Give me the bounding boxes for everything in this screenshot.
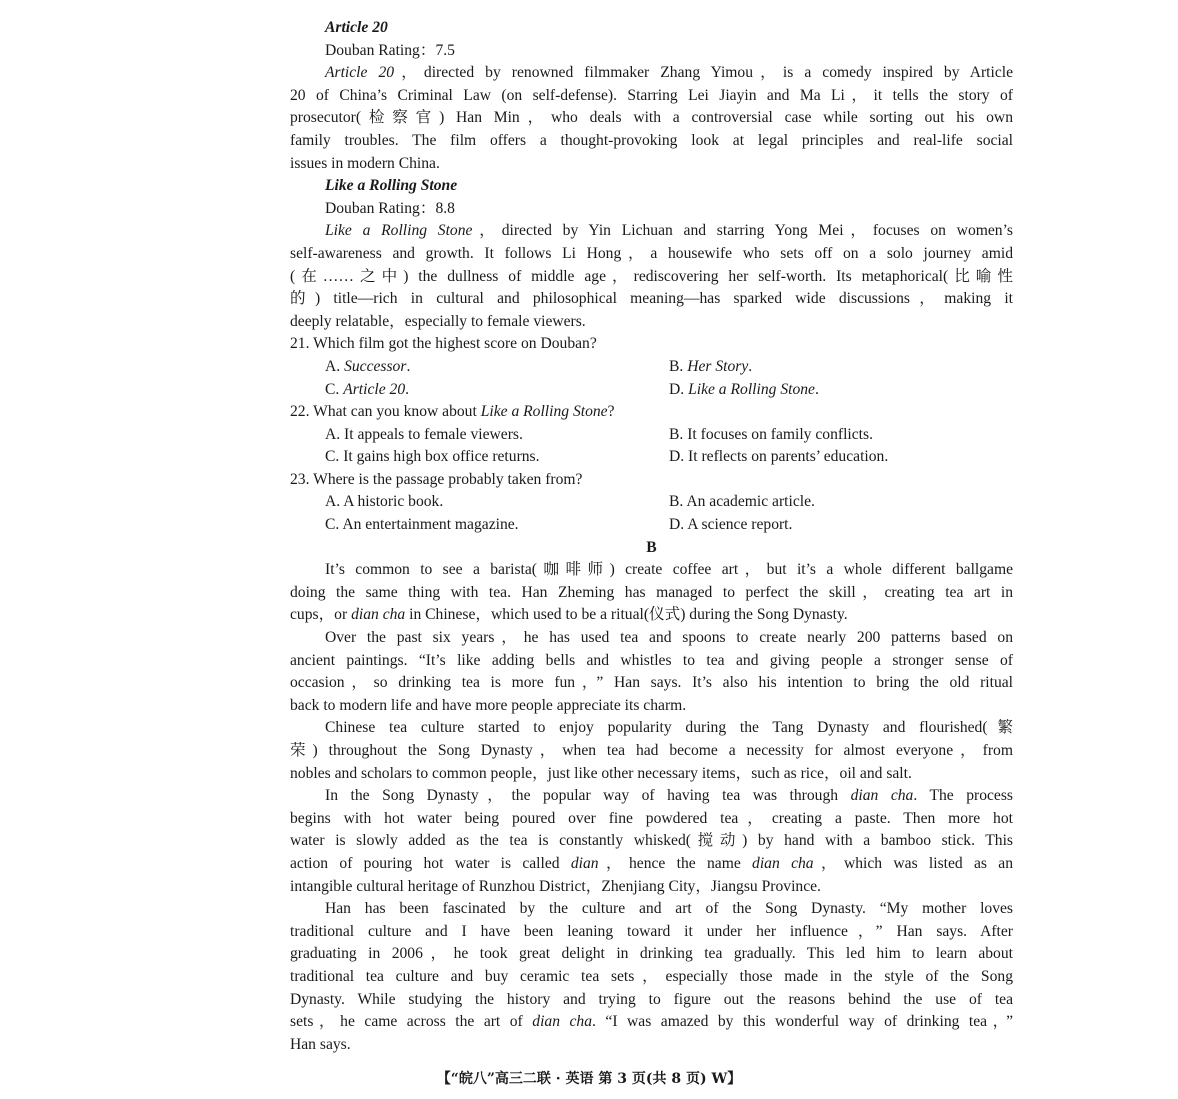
text-run: action of pouring hot water is called <box>290 854 571 872</box>
paragraph-line <box>290 876 1013 899</box>
article-20-line <box>290 62 1013 85</box>
option-a[interactable] <box>325 356 669 379</box>
option-d[interactable]: D. It reflects on parents’ education. <box>669 448 889 466</box>
text-run: It’s common to see a barista(咖啡师) create coffee art，but it’s a whole different ballgame <box>325 561 1013 579</box>
text-run: ，directed by Yin Lichuan and starring Yong Mei，focuses on women’s <box>472 222 1013 240</box>
option-punct: . <box>748 357 753 375</box>
paragraph-line <box>290 785 1013 808</box>
text-run: occasion，so drinking tea is more fun，” Han says. It’s also his intention to bring the old ritual <box>290 674 1013 692</box>
rolling-stone-line: (在……之中) the dullness of middle age，rediscovering her self-worth. Its metaphorical(比喻性 <box>290 267 1013 285</box>
italic-term: dian cha <box>752 854 814 872</box>
paragraph-line <box>290 672 1013 695</box>
text-run: doing the same thing with tea. Han Zheming has managed to perfect the skill，creating tea art in <box>290 583 1013 601</box>
text-run: Dynasty. While studying the history and trying to figure out the reasons behind the use of tea <box>290 990 1013 1008</box>
paragraph-line <box>290 559 1013 582</box>
paragraph-line <box>290 650 1013 673</box>
film-title-inline: Article 20 <box>325 64 395 82</box>
text-run: ancient paintings. “It’s like adding bells and whistles to tea and giving people a stronger sense of <box>290 651 1013 669</box>
option-d[interactable] <box>669 379 1013 402</box>
article-20-line: prosecutor(检察官) Han Min，who deals with a controversial case while sorting out his own <box>290 109 1013 127</box>
paragraph-line <box>290 898 1013 921</box>
option-c[interactable]: C. An entertainment magazine. <box>325 516 519 534</box>
option-letter: C. <box>325 380 344 398</box>
question-21-stem: 21. Which film got the highest score on Douban? <box>290 335 597 353</box>
question-21-options-row <box>290 379 1013 402</box>
text-run: 荣) throughout the Song Dynasty，when tea had become a necessity for almost everyone，from <box>290 742 1013 759</box>
paragraph-line <box>290 830 1013 853</box>
option-letter: D. <box>669 380 689 398</box>
option-b[interactable] <box>669 356 1013 379</box>
paragraph-line <box>290 966 1013 989</box>
option-a[interactable]: A. A historic book. <box>325 493 444 511</box>
text-run: begins with hot water being poured over fine powdered tea，creating a paste. Then more hot <box>290 809 1013 827</box>
text-run: back to modern life and have more people appreciate its charm. <box>290 696 687 714</box>
section-b-heading: B <box>646 538 657 556</box>
option-text: Like a Rolling Stone <box>688 380 815 398</box>
text-run: . The process <box>913 787 1013 805</box>
article-20-line: 20 of China’s Criminal Law (on self-defense). Starring Lei Jiayin and Ma Li，it tells the story of <box>290 86 1013 104</box>
article-20-rating: Douban Rating：7.5 <box>325 41 455 59</box>
text-run: traditional tea culture and buy ceramic tea sets，especially those made in the style of the Song <box>290 967 1013 985</box>
option-punct: . <box>406 357 411 375</box>
paragraph-line <box>290 1034 1013 1057</box>
italic-term: dian <box>570 854 599 872</box>
text-run: Han says. <box>290 1035 351 1053</box>
option-punct: . <box>814 380 819 398</box>
question-23-options-row <box>290 514 1013 537</box>
option-a[interactable]: A. It appeals to female viewers. <box>325 425 523 443</box>
italic-term: dian cha <box>532 1013 593 1031</box>
text-run: water is slowly added as the tea is constantly whisked(搅动) by hand with a bamboo stick. This <box>290 832 1013 850</box>
question-21-options-row <box>290 356 1013 379</box>
paragraph-line <box>290 627 1013 650</box>
paragraph-line <box>290 604 1013 627</box>
text-run: ，hence the name <box>598 854 753 872</box>
text-run: In the Song Dynasty，the popular way of having tea was through <box>325 787 851 805</box>
text-run: traditional culture and I have been leaning toward it under her influence，” Han says. After <box>290 922 1013 940</box>
option-b[interactable]: B. An academic article. <box>669 493 815 511</box>
paragraph-line <box>290 808 1013 831</box>
rolling-stone-title: Like a Rolling Stone <box>325 177 458 195</box>
text-run: ，which was listed as an <box>813 854 1014 872</box>
text-run: Over the past six years，he has used tea and spoons to create nearly 200 patterns based on <box>325 629 1013 647</box>
text-run: ? <box>607 403 615 421</box>
rolling-stone-line: deeply relatable，especially to female viewers. <box>290 312 586 330</box>
rolling-stone-line: 的) title—rich in cultural and philosophical meaning—has sparked wide discussions，making it <box>290 290 1013 308</box>
text-run: 22. What can you know about <box>290 403 481 421</box>
page-footer: 【“皖八”高三二联 · 英语 第 3 页(共 8 页) W】 <box>436 1071 742 1087</box>
rolling-stone-line: self-awareness and growth. It follows Li Hong，a housewife who sets off on a solo journey amid <box>290 244 1013 262</box>
option-b[interactable]: B. It focuses on family conflicts. <box>669 425 873 443</box>
film-title-inline: Like a Rolling Stone <box>480 403 608 421</box>
document-page <box>290 17 1013 1056</box>
question-23-stem: 23. Where is the passage probably taken from? <box>290 470 583 488</box>
text-run: ，directed by renowned filmmaker Zhang Yimou，is a comedy inspired by Article <box>394 64 1013 82</box>
rolling-stone-line <box>290 220 1013 243</box>
option-text: Successor <box>344 357 407 375</box>
text-run: Han has been fascinated by the culture and art of the Song Dynasty. “My mother loves <box>325 900 1013 918</box>
italic-term: dian cha <box>850 787 914 805</box>
question-22-options-row <box>290 424 1013 447</box>
article-20-title: Article 20 <box>325 19 388 36</box>
paragraph-line <box>290 717 1013 740</box>
italic-term: dian cha <box>351 606 406 624</box>
question-23-options-row <box>290 491 1013 514</box>
option-text: Article 20 <box>343 380 406 398</box>
section-b-body <box>290 559 1013 1056</box>
text-run: . “I was amazed by this wonderful way of drinking tea，” <box>592 1013 1014 1031</box>
text-run: nobles and scholars to common people，just like other necessary items，such as rice，oil and salt. <box>290 764 912 782</box>
option-c[interactable]: C. It gains high box office returns. <box>325 448 540 466</box>
article-20-line: issues in modern China. <box>290 154 440 172</box>
paragraph-line <box>290 763 1013 786</box>
text-run: sets，he came across the art of <box>290 1013 533 1031</box>
paragraph-line <box>290 989 1013 1012</box>
paragraph-line <box>290 740 1013 763</box>
option-d[interactable]: D. A science report. <box>669 516 793 534</box>
text-run: intangible cultural heritage of Runzhou District，Zhenjiang City，Jiangsu Province. <box>290 877 821 895</box>
article-20-line: family troubles. The film offers a thought-provoking look at legal principles and real-life social <box>290 131 1013 149</box>
text-run: graduating in 2006，he took great delight in drinking tea gradually. This led him to learn about <box>290 945 1013 963</box>
option-text: Her Story <box>687 357 749 375</box>
rolling-stone-rating: Douban Rating：8.8 <box>325 199 455 217</box>
option-letter: A. <box>325 357 345 375</box>
paragraph-line <box>290 943 1013 966</box>
option-letter: B. <box>669 357 688 375</box>
text-run: cups，or <box>290 606 352 624</box>
option-punct: . <box>405 380 410 398</box>
question-22-stem <box>290 401 1013 424</box>
paragraph-line <box>290 582 1013 605</box>
paragraph-line <box>290 1011 1013 1034</box>
question-22-options-row <box>290 446 1013 469</box>
paragraph-line <box>290 695 1013 718</box>
text-run: Chinese tea culture started to enjoy popularity during the Tang Dynasty and flourished(繁 <box>325 719 1013 737</box>
option-c[interactable] <box>325 379 669 402</box>
paragraph-line <box>290 853 1013 876</box>
paragraph-line <box>290 921 1013 944</box>
text-run: in Chinese，which used to be a ritual(仪式) during the Song Dynasty. <box>405 606 848 624</box>
film-title-inline: Like a Rolling Stone <box>325 222 473 240</box>
